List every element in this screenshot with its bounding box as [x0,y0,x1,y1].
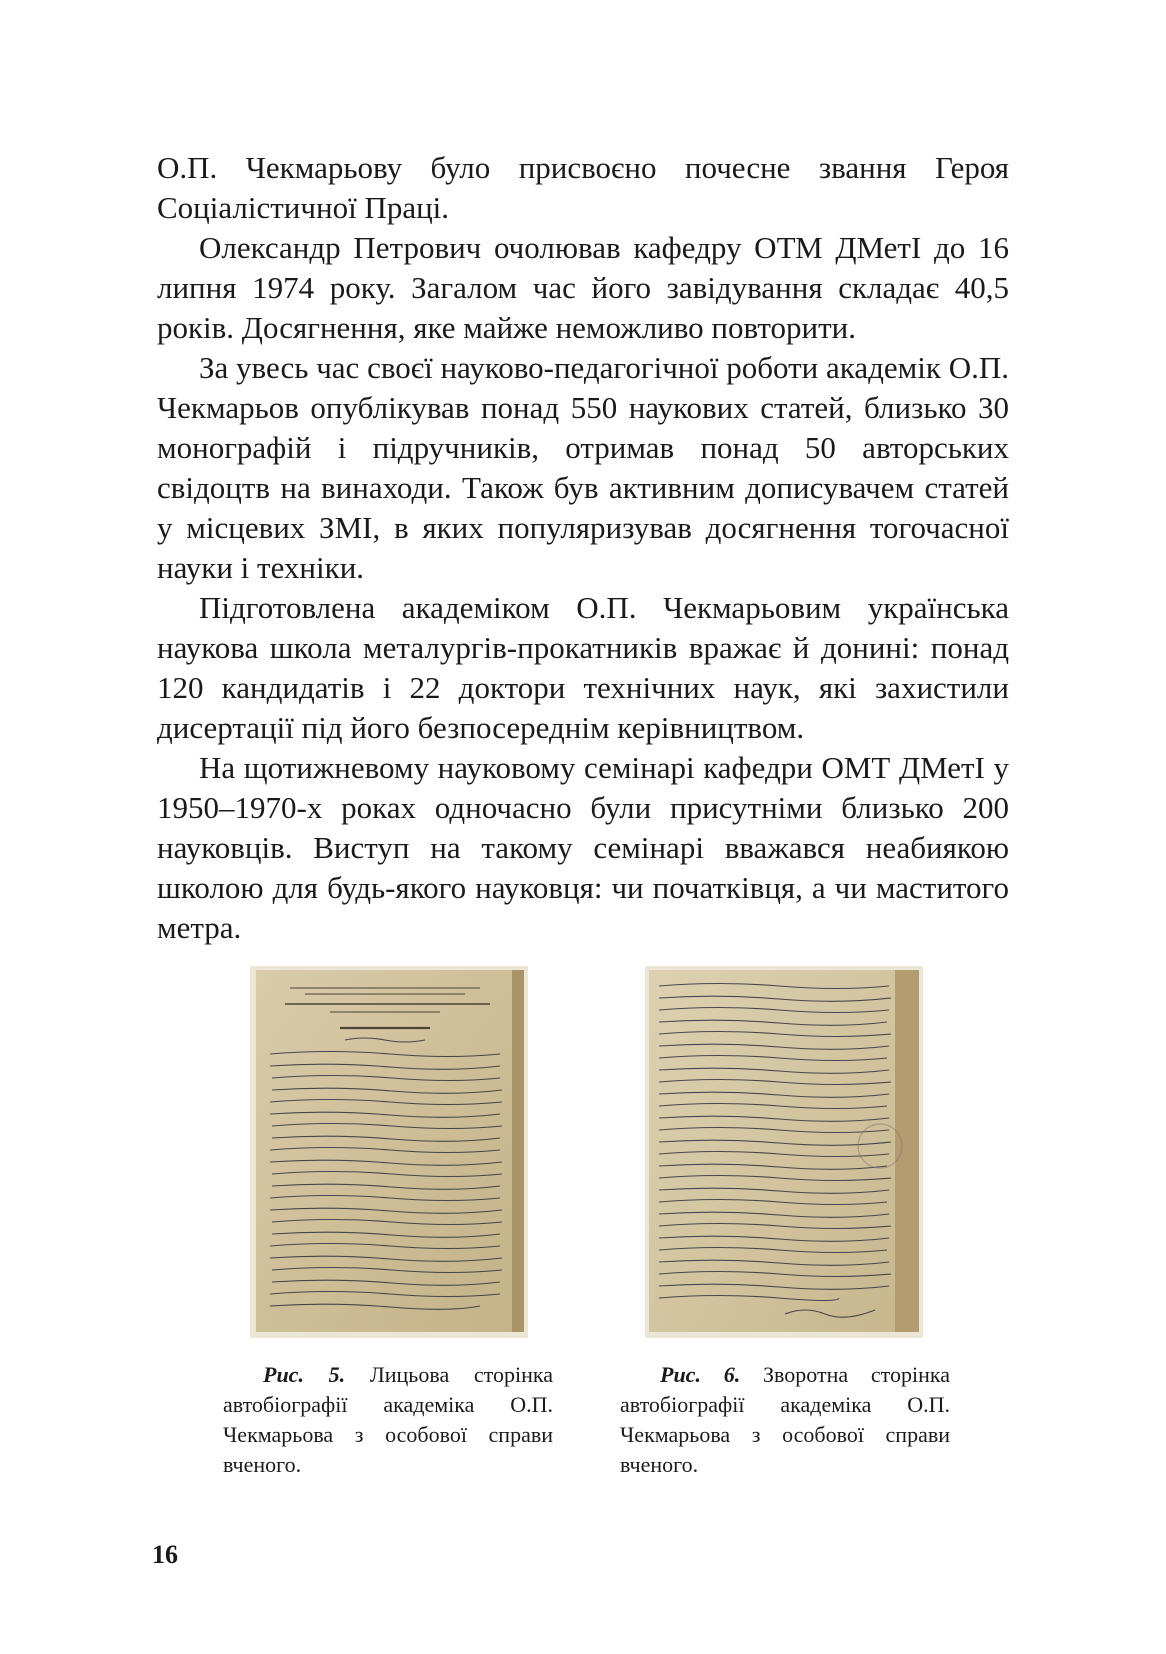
figure-5-label: Рис. 5. [263,1362,346,1387]
paragraph: О.П. Чекмарьову було присвоєно почесне звання Героя Соціалістичної Праці. [157,150,1009,225]
figure-6-autobiography-back-scan [645,966,923,1338]
paragraph: За увесь час своєї науково-педагогічної роботи академік О.П. Чекмарьов опублікував понад 550 наукових статей, близько 30 монографій і підручників, отримав понад 50 авторських свідоцтв на винаходи. Також був активним дописувачем статей у місцевих ЗМІ, в яких популяризував досягнення тогочасної науки і техніки. [157,350,1009,585]
figure-5-autobiography-front-scan [250,966,528,1338]
figure-5-caption [223,1360,553,1480]
paragraph: Олександр Петрович очолював кафедру ОТМ ДМетІ до 16 липня 1974 року. Загалом час його завідування складає 40,5 років. Досягнення, яке майже неможливо повторити. [157,230,1009,345]
body-text [157,148,1009,948]
figure-6-caption-text: Зворотна сторінка автобіографії академіка О.П. Чекмарьова з особової справи вченого. [620,1362,950,1477]
figure-5-caption-text: Лицьова сторінка автобіографії академіка О.П. Чекмарьова з особової справи вченого. [223,1362,553,1477]
figure-6-caption [620,1360,950,1480]
paragraph: На щотижневому науковому семінарі кафедри ОМТ ДМетІ у 1950–1970-х роках одночасно були присутніми близько 200 науковців. Виступ на такому семінарі вважався неабиякою школою для будь-якого науковця: чи початківця, а чи маститого метра. [157,750,1009,945]
paragraph: Підготовлена академіком О.П. Чекмарьовим українська наукова школа металургів-прокатників вражає й донині: понад 120 кандидатів і 22 доктори технічних наук, які захистили дисертації під його безпосереднім керівництвом. [157,590,1009,745]
page-number: 16 [152,1540,178,1569]
figure-6-label: Рис. 6. [660,1362,741,1387]
